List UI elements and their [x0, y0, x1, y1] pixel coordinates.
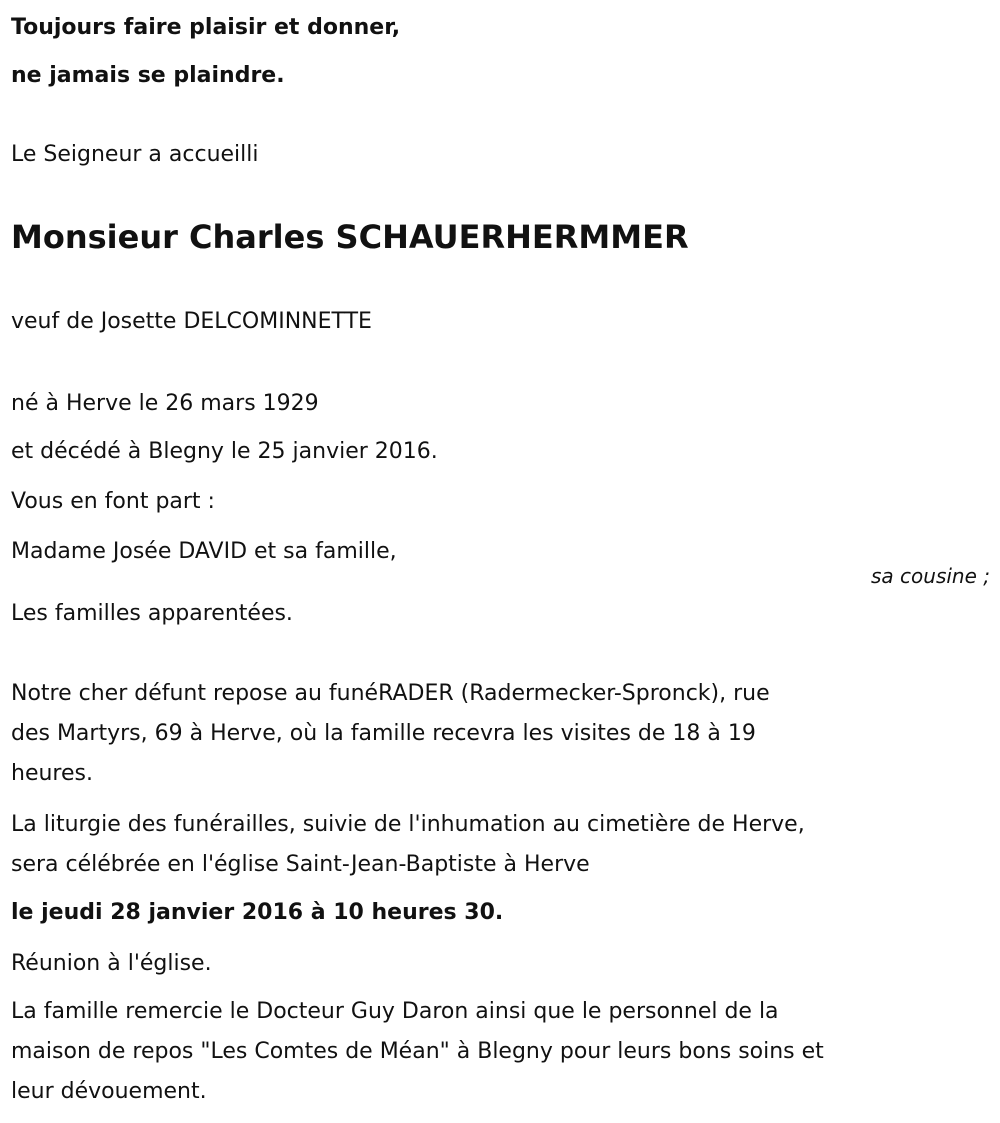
epigraph-line-2: ne jamais se plaindre. — [11, 63, 285, 88]
epigraph-line-1: Toujours faire plaisir et donner, — [11, 15, 401, 40]
announce-text: Vous en font part : — [11, 489, 215, 514]
visitation-line-3: heures. — [11, 761, 93, 786]
spouse-text: veuf de Josette DELCOMINNETTE — [11, 309, 372, 334]
funeral-date: le jeudi 28 janvier 2016 à 10 heures 30. — [11, 900, 504, 925]
birth-text: né à Herve le 26 mars 1929 — [11, 391, 319, 416]
family-name: Madame Josée DAVID et sa famille, — [11, 539, 397, 564]
thanks-line-2: maison de repos "Les Comtes de Méan" à Blegny pour leurs bons soins et — [11, 1039, 824, 1064]
visitation-line-1: Notre cher défunt repose au funéRADER (Radermecker-Spronck), rue — [11, 681, 770, 706]
thanks-line-3: leur dévouement. — [11, 1079, 207, 1104]
thanks-line-1: La famille remercie le Docteur Guy Daron ainsi que le personnel de la — [11, 999, 779, 1024]
visitation-line-2: des Martyrs, 69 à Herve, où la famille recevra les visites de 18 à 19 — [11, 721, 756, 746]
intro-text: Le Seigneur a accueilli — [11, 142, 259, 167]
family-others: Les familles apparentées. — [11, 601, 293, 626]
deceased-name: Monsieur Charles SCHAUERHERMMER — [11, 218, 689, 256]
liturgy-line-2: sera célébrée en l'église Saint-Jean-Baptiste à Herve — [11, 852, 590, 877]
family-relation: sa cousine ; — [871, 564, 990, 588]
meeting-text: Réunion à l'église. — [11, 951, 212, 976]
death-text: et décédé à Blegny le 25 janvier 2016. — [11, 439, 438, 464]
liturgy-line-1: La liturgie des funérailles, suivie de l'inhumation au cimetière de Herve, — [11, 812, 805, 837]
